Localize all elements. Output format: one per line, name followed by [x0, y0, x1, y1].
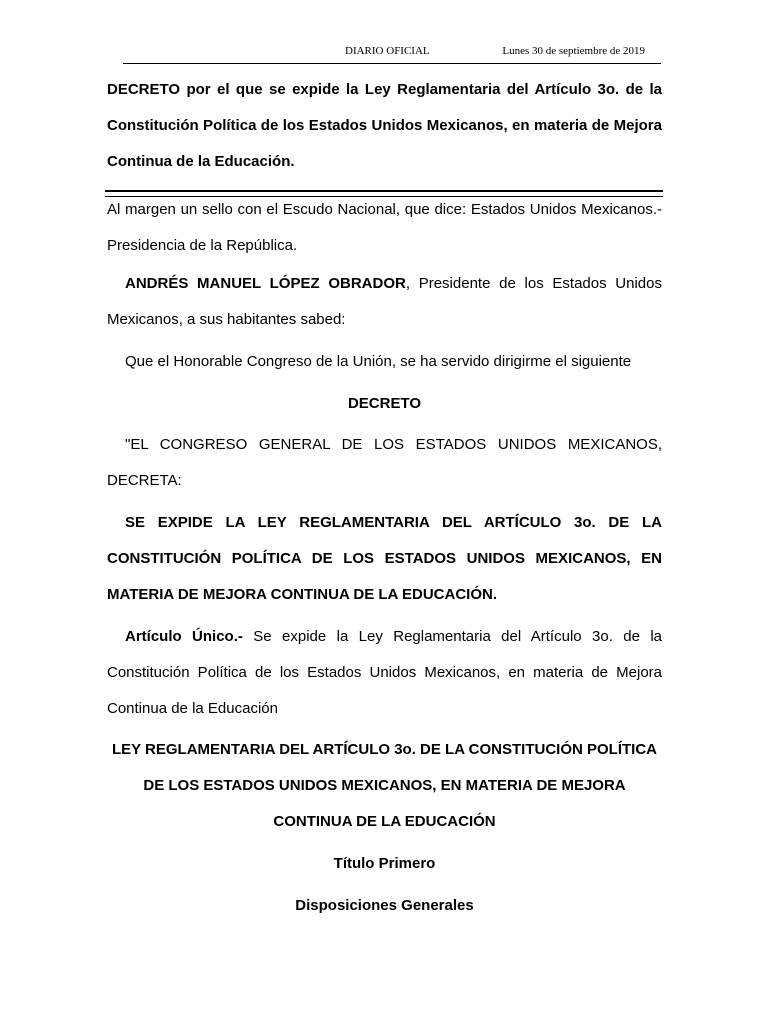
law-title-line-2: DE LOS ESTADOS UNIDOS MEXICANOS, EN MATERIA DE MEJORA	[143, 777, 626, 794]
congress-line: Que el Honorable Congreso de la Unión, se ha servido dirigirme el siguiente	[125, 353, 632, 370]
articulo-unico-paragraph	[107, 619, 662, 727]
president-paragraph	[107, 266, 662, 338]
decreto-heading: DECRETO	[347, 395, 422, 412]
president-name: ANDRÉS MANUEL LÓPEZ OBRADOR	[125, 275, 406, 292]
president-text: , Presidente de los Estados Unidos Mexicanos, a sus habitantes sabed:	[107, 275, 662, 328]
publication-name: DIARIO OFICIAL	[345, 45, 430, 57]
header-rule	[123, 63, 661, 64]
law-title-line-3: CONTINUA DE LA EDUCACIÓN	[273, 813, 496, 830]
publication-date: Lunes 30 de septiembre de 2019	[502, 45, 645, 57]
disposiciones-heading: Disposiciones Generales	[295, 897, 474, 914]
decree-title: DECRETO por el que se expide la Ley Reglamentaria del Artículo 3o. de la Constitución Política de los Estados Unidos Mexicanos, en materia de Mejora Continua de la Educación.	[107, 81, 662, 170]
decreta-paragraph: "EL CONGRESO GENERAL DE LOS ESTADOS UNIDOS MEXICANOS, DECRETA:	[107, 436, 662, 489]
se-expide-paragraph: SE EXPIDE LA LEY REGLAMENTARIA DEL ARTÍCULO 3o. DE LA CONSTITUCIÓN POLÍTICA DE LOS ESTADOS UNIDOS MEXICANOS, EN MATERIA DE MEJORA CONTINUA DE LA EDUCACIÓN.	[107, 514, 662, 603]
articulo-unico-text: Se expide la Ley Reglamentaria del Artículo 3o. de la Constitución Política de los Estados Unidos Mexicanos, en materia de Mejora Continua de la Educación	[107, 628, 662, 717]
margin-note: Al margen un sello con el Escudo Nacional, que dice: Estados Unidos Mexicanos.- Presidencia de la República.	[107, 201, 662, 254]
articulo-unico-label: Artículo Único.-	[125, 628, 243, 645]
running-header	[123, 44, 661, 64]
law-title-line-1: LEY REGLAMENTARIA DEL ARTÍCULO 3o. DE LA CONSTITUCIÓN POLÍTICA	[111, 741, 657, 758]
titulo-heading: Título Primero	[333, 855, 436, 872]
